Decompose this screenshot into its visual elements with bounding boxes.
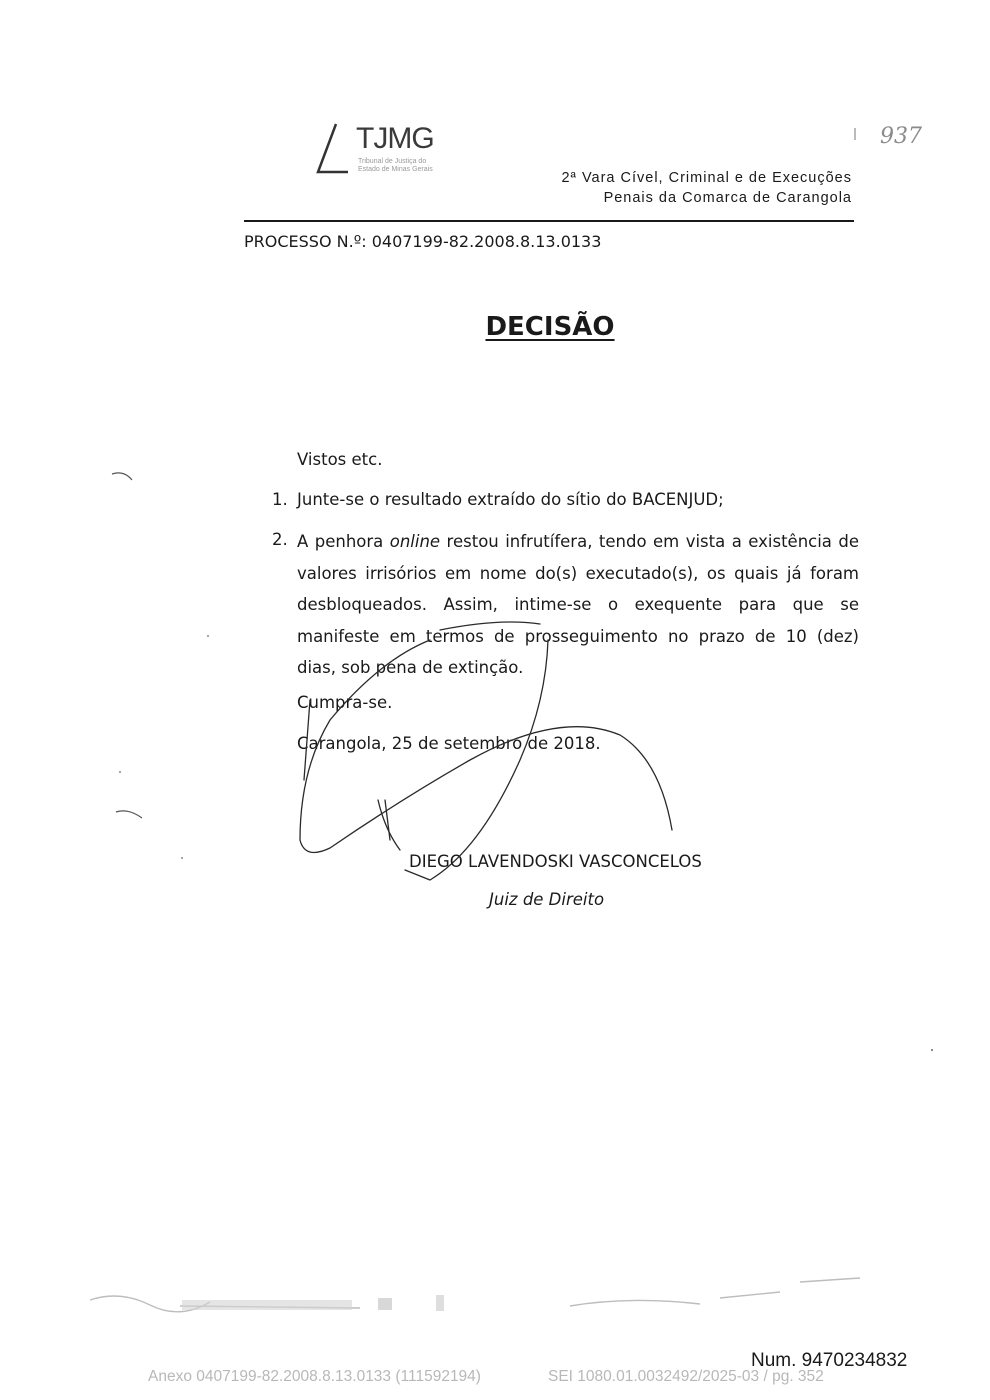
annex-reference: Anexo 0407199-82.2008.8.13.0133 (111592194) (148, 1368, 481, 1385)
header-divider (244, 220, 854, 222)
judge-role: Juiz de Direito (489, 890, 605, 909)
sei-reference: SEI 1080.01.0032492/2025-03 / pg. 352 (548, 1368, 824, 1385)
logo-subtitle-line2: Estado de Minas Gerais (358, 166, 433, 173)
item-2-text-italic: online (389, 532, 441, 551)
logo-slash-icon (310, 120, 350, 180)
court-line-1: 2ª Vara Cível, Criminal e de Execuções (561, 170, 852, 186)
process-number: PROCESSO N.º: 0407199-82.2008.8.13.0133 (244, 232, 602, 251)
handwritten-page-number: 937 (880, 124, 922, 149)
court-line-2: Penais da Comarca de Carangola (603, 190, 852, 206)
place-date: Carangola, 25 de setembro de 2018. (297, 734, 601, 753)
item-2-paragraph (297, 526, 859, 684)
item-1-number: 1. (272, 490, 288, 509)
item-1-text: Junte-se o resultado extraído do sítio do BACENJUD; (297, 490, 724, 509)
logo-subtitle-line1: Tribunal de Justiça do (358, 158, 427, 165)
logo-text: TJMG (356, 122, 434, 155)
court-name (561, 168, 852, 208)
document-title: DECISÃO (485, 312, 615, 342)
greeting: Vistos etc. (297, 450, 383, 469)
closing: Cumpra-se. (297, 693, 393, 712)
item-2-number: 2. (272, 530, 288, 549)
item-2-text-rest: restou infrutífera, tendo em vista a existência de valores irrisórios em nome do(s) executado(s), os quais já foram desbloqueados. Assim, intime-se o exequente para que se manifeste em termos de prosseguimento no prazo de 10 (dez) dias, sob pena de extinção. (297, 532, 859, 677)
document-number: Num. 9470234832 (751, 1350, 908, 1371)
item-2-text-start: A penhora (297, 532, 390, 551)
judge-name: DIEGO LAVENDOSKI VASCONCELOS (409, 852, 702, 871)
